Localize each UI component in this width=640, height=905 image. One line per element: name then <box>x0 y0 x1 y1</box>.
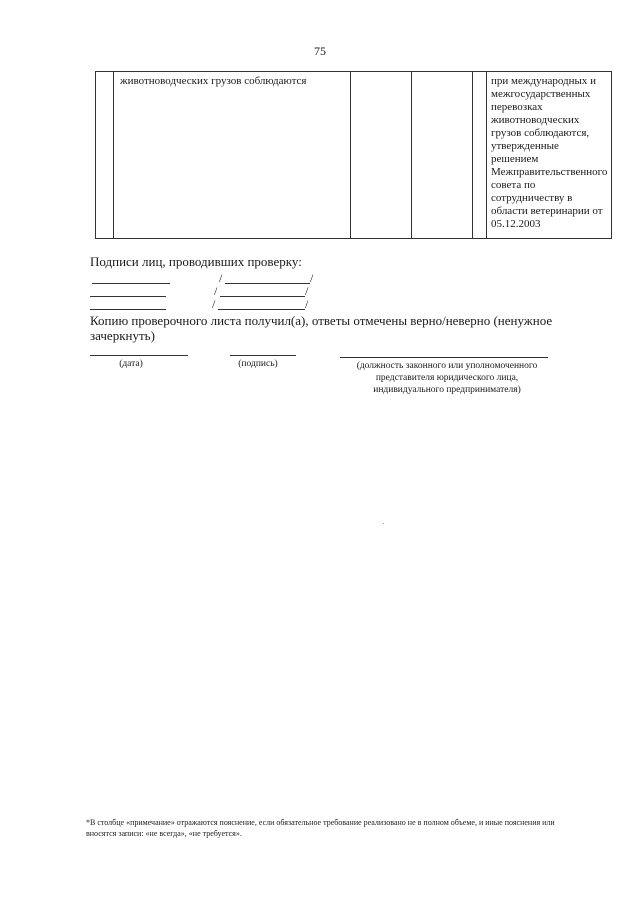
slash-mark: / <box>310 271 314 285</box>
number-cell <box>96 72 114 239</box>
signature-blank <box>220 296 305 297</box>
checklist-table <box>95 71 612 239</box>
signature-caption: (подпись) <box>238 359 278 369</box>
signatures-title: Подписи лиц, проводивших проверку: <box>90 254 302 269</box>
signature-line-recipient <box>230 355 296 356</box>
signature-line <box>90 272 320 284</box>
position-line <box>340 357 548 358</box>
name-blank <box>90 309 166 310</box>
slash-mark: / <box>212 297 216 311</box>
answer-no-cell <box>412 72 473 239</box>
name-blank <box>92 283 170 284</box>
copy-received-text: Копию проверочного листа получил(а), ответы отмечены верно/неверно (ненужное зачеркнуть) <box>90 313 553 343</box>
date-line <box>90 355 188 356</box>
signature-line <box>90 285 320 297</box>
answer-yes-cell <box>351 72 412 239</box>
signature-blank <box>225 283 310 284</box>
slash-mark: / <box>219 271 223 285</box>
page-number: 75 <box>314 44 326 58</box>
position-caption: (должность законного или уполномоченного представителя юридического лица, индивидуального предпринимателя) <box>356 361 538 395</box>
table-row <box>96 72 612 239</box>
slash-mark: / <box>305 297 309 311</box>
requirement-cell: животноводческих грузов соблюдаются <box>114 72 351 239</box>
date-caption: (дата) <box>119 359 143 369</box>
answer-na-cell <box>473 72 487 239</box>
slash-mark: / <box>305 284 309 298</box>
note-cell: при международных и межгосударственных перевозках животноводческих грузов соблюдаются, утвержденные решением Межправительственного совета по сотрудничеству в области ветеринарии от 05.12.2003 <box>487 72 612 239</box>
name-blank <box>90 296 166 297</box>
signature-blank <box>218 309 305 310</box>
scan-dot <box>383 523 384 524</box>
slash-mark: / <box>214 284 218 298</box>
signature-line <box>90 298 320 310</box>
footnote: *В столбце «примечание» отражаются пояснение, если обязательное требование реализовано не в полном объеме, и иные пояснения или вносятся записи: «не всегда», «не требуется». <box>86 818 555 838</box>
